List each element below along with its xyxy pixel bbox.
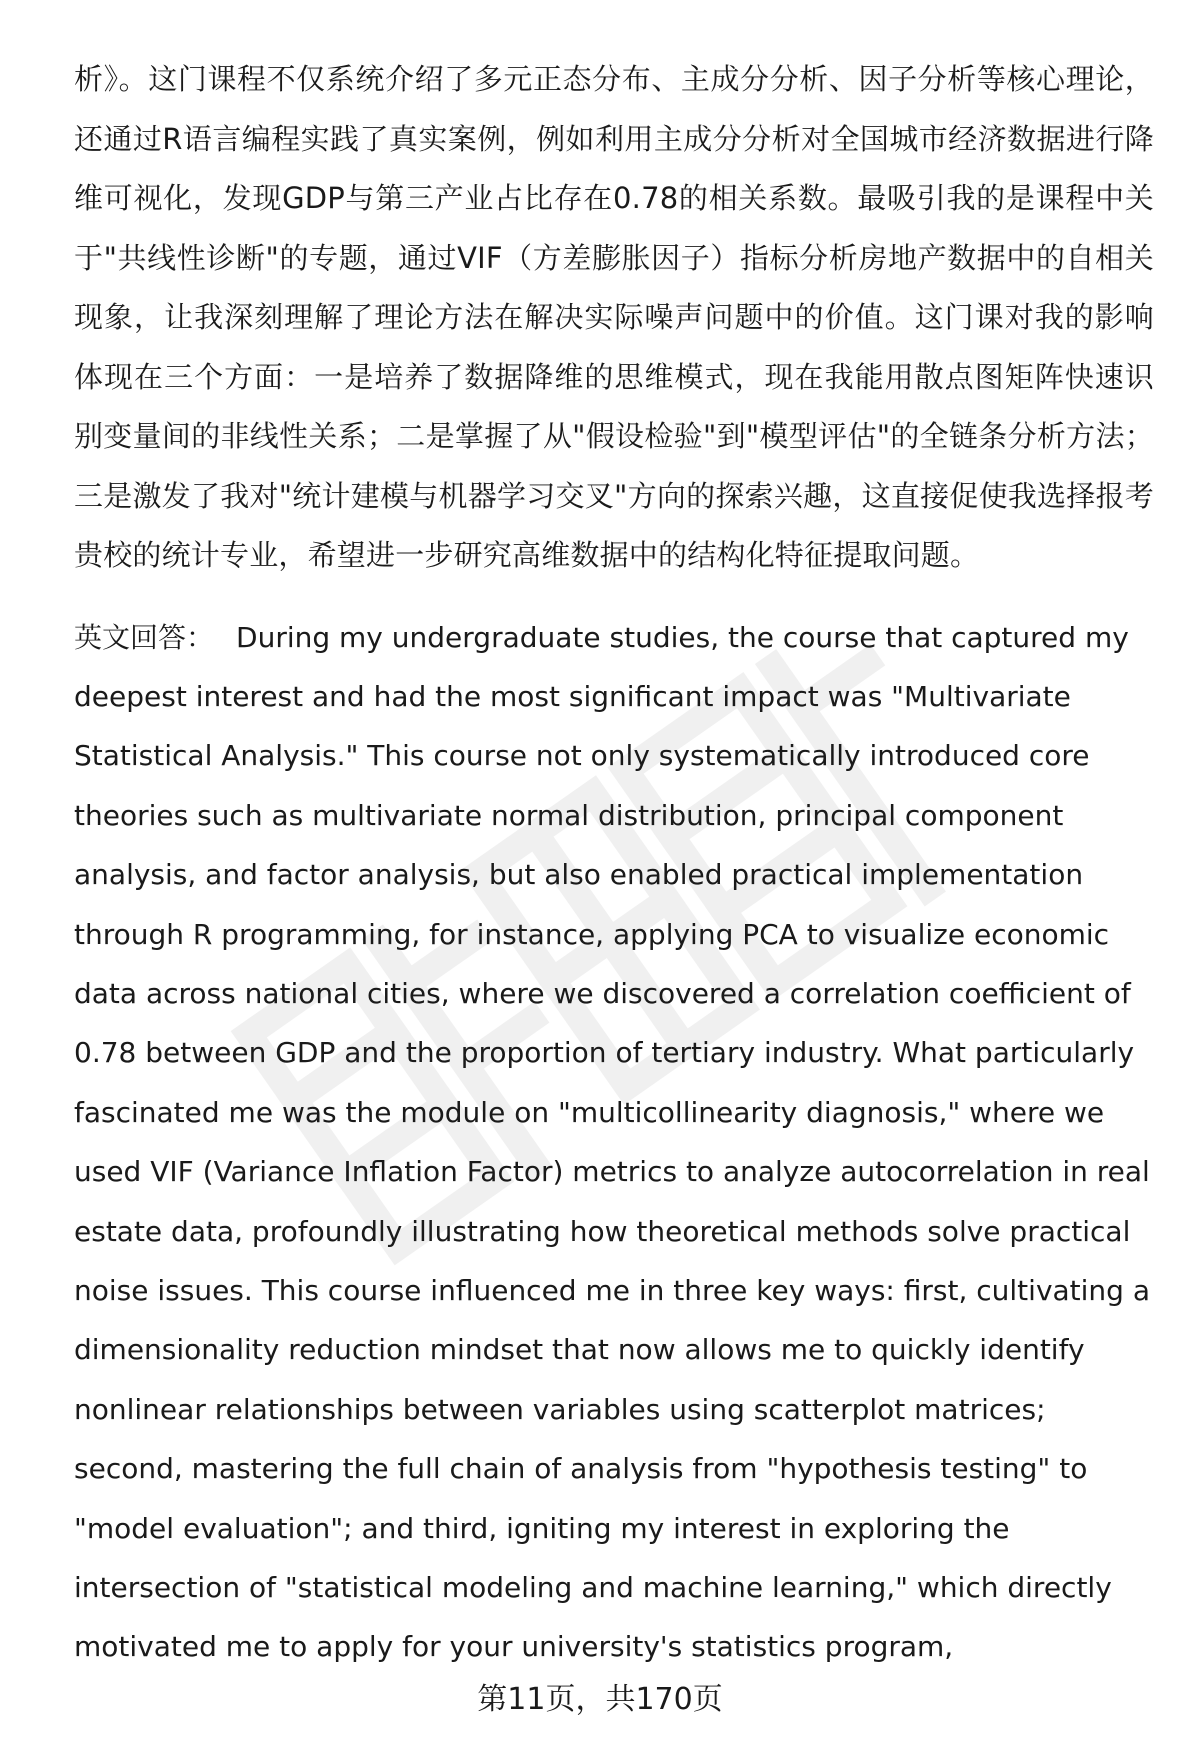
english-answer-label: 英文回答： [74,620,215,654]
page-number-footer: 第11页，共170页 [477,1682,723,1717]
english-answer-text: During my undergraduate studies, the course that captured my deepest interest and had the most significant impact was "Multivariate Statistical Analysis." This course not only systematically introduced core theories such as multivariate normal distribution, principal component analysis, and factor analysis, but also enabled practical implementation through R programming, for instance, applying PCA to visualize economic data across national cities, where we discovered a correlation coefficient of 0.78 between GDP and the proportion of tertiary industry. What particularly fascinated me was the module on "multicollinearity diagnosis," where we used VIF (Variance Inflation Factor) metrics to analyze autocorrelation in real estate data, profoundly illustrating how theoretical methods solve practical noise issues. This course influenced me in three key ways: first, cultivating a dimensionality reduction mindset that now allows me to quickly identify nonlinear relationships between variables using scatterplot matrices; second, mastering the full chain of analysis from "hypothesis testing" to "model evaluation"; and third, igniting my interest in exploring the intersection of "statistical modeling and machine learning," which directly motivated me to apply for your university's statistics program, [74,620,1151,1664]
document-body [74,50,1154,1677]
english-answer-paragraph [74,608,1154,1677]
chinese-answer-paragraph: 析》。这门课程不仅系统介绍了多元正态分布、主成分分析、因子分析等核心理论，还通过R语言编程实践了真实案例，例如利用主成分分析对全国城市经济数据进行降维可视化，发现GDP与第三产业占比存在0.78的相关系数。最吸引我的是课程中关于"共线性诊断"的专题，通过VIF（方差膨胀因子）指标分析房地产数据中的自相关现象，让我深刻理解了理论方法在解决实际噪声问题中的价值。这门课对我的影响体现在三个方面：一是培养了数据降维的思维模式，现在我能用散点图矩阵快速识别变量间的非线性关系；二是掌握了从"假设检验"到"模型评估"的全链条分析方法；三是激发了我对"统计建模与机器学习交叉"方向的探索兴趣，这直接促使我选择报考贵校的统计专业，希望进一步研究高维数据中的结构化特征提取问题。 [74,62,1154,572]
